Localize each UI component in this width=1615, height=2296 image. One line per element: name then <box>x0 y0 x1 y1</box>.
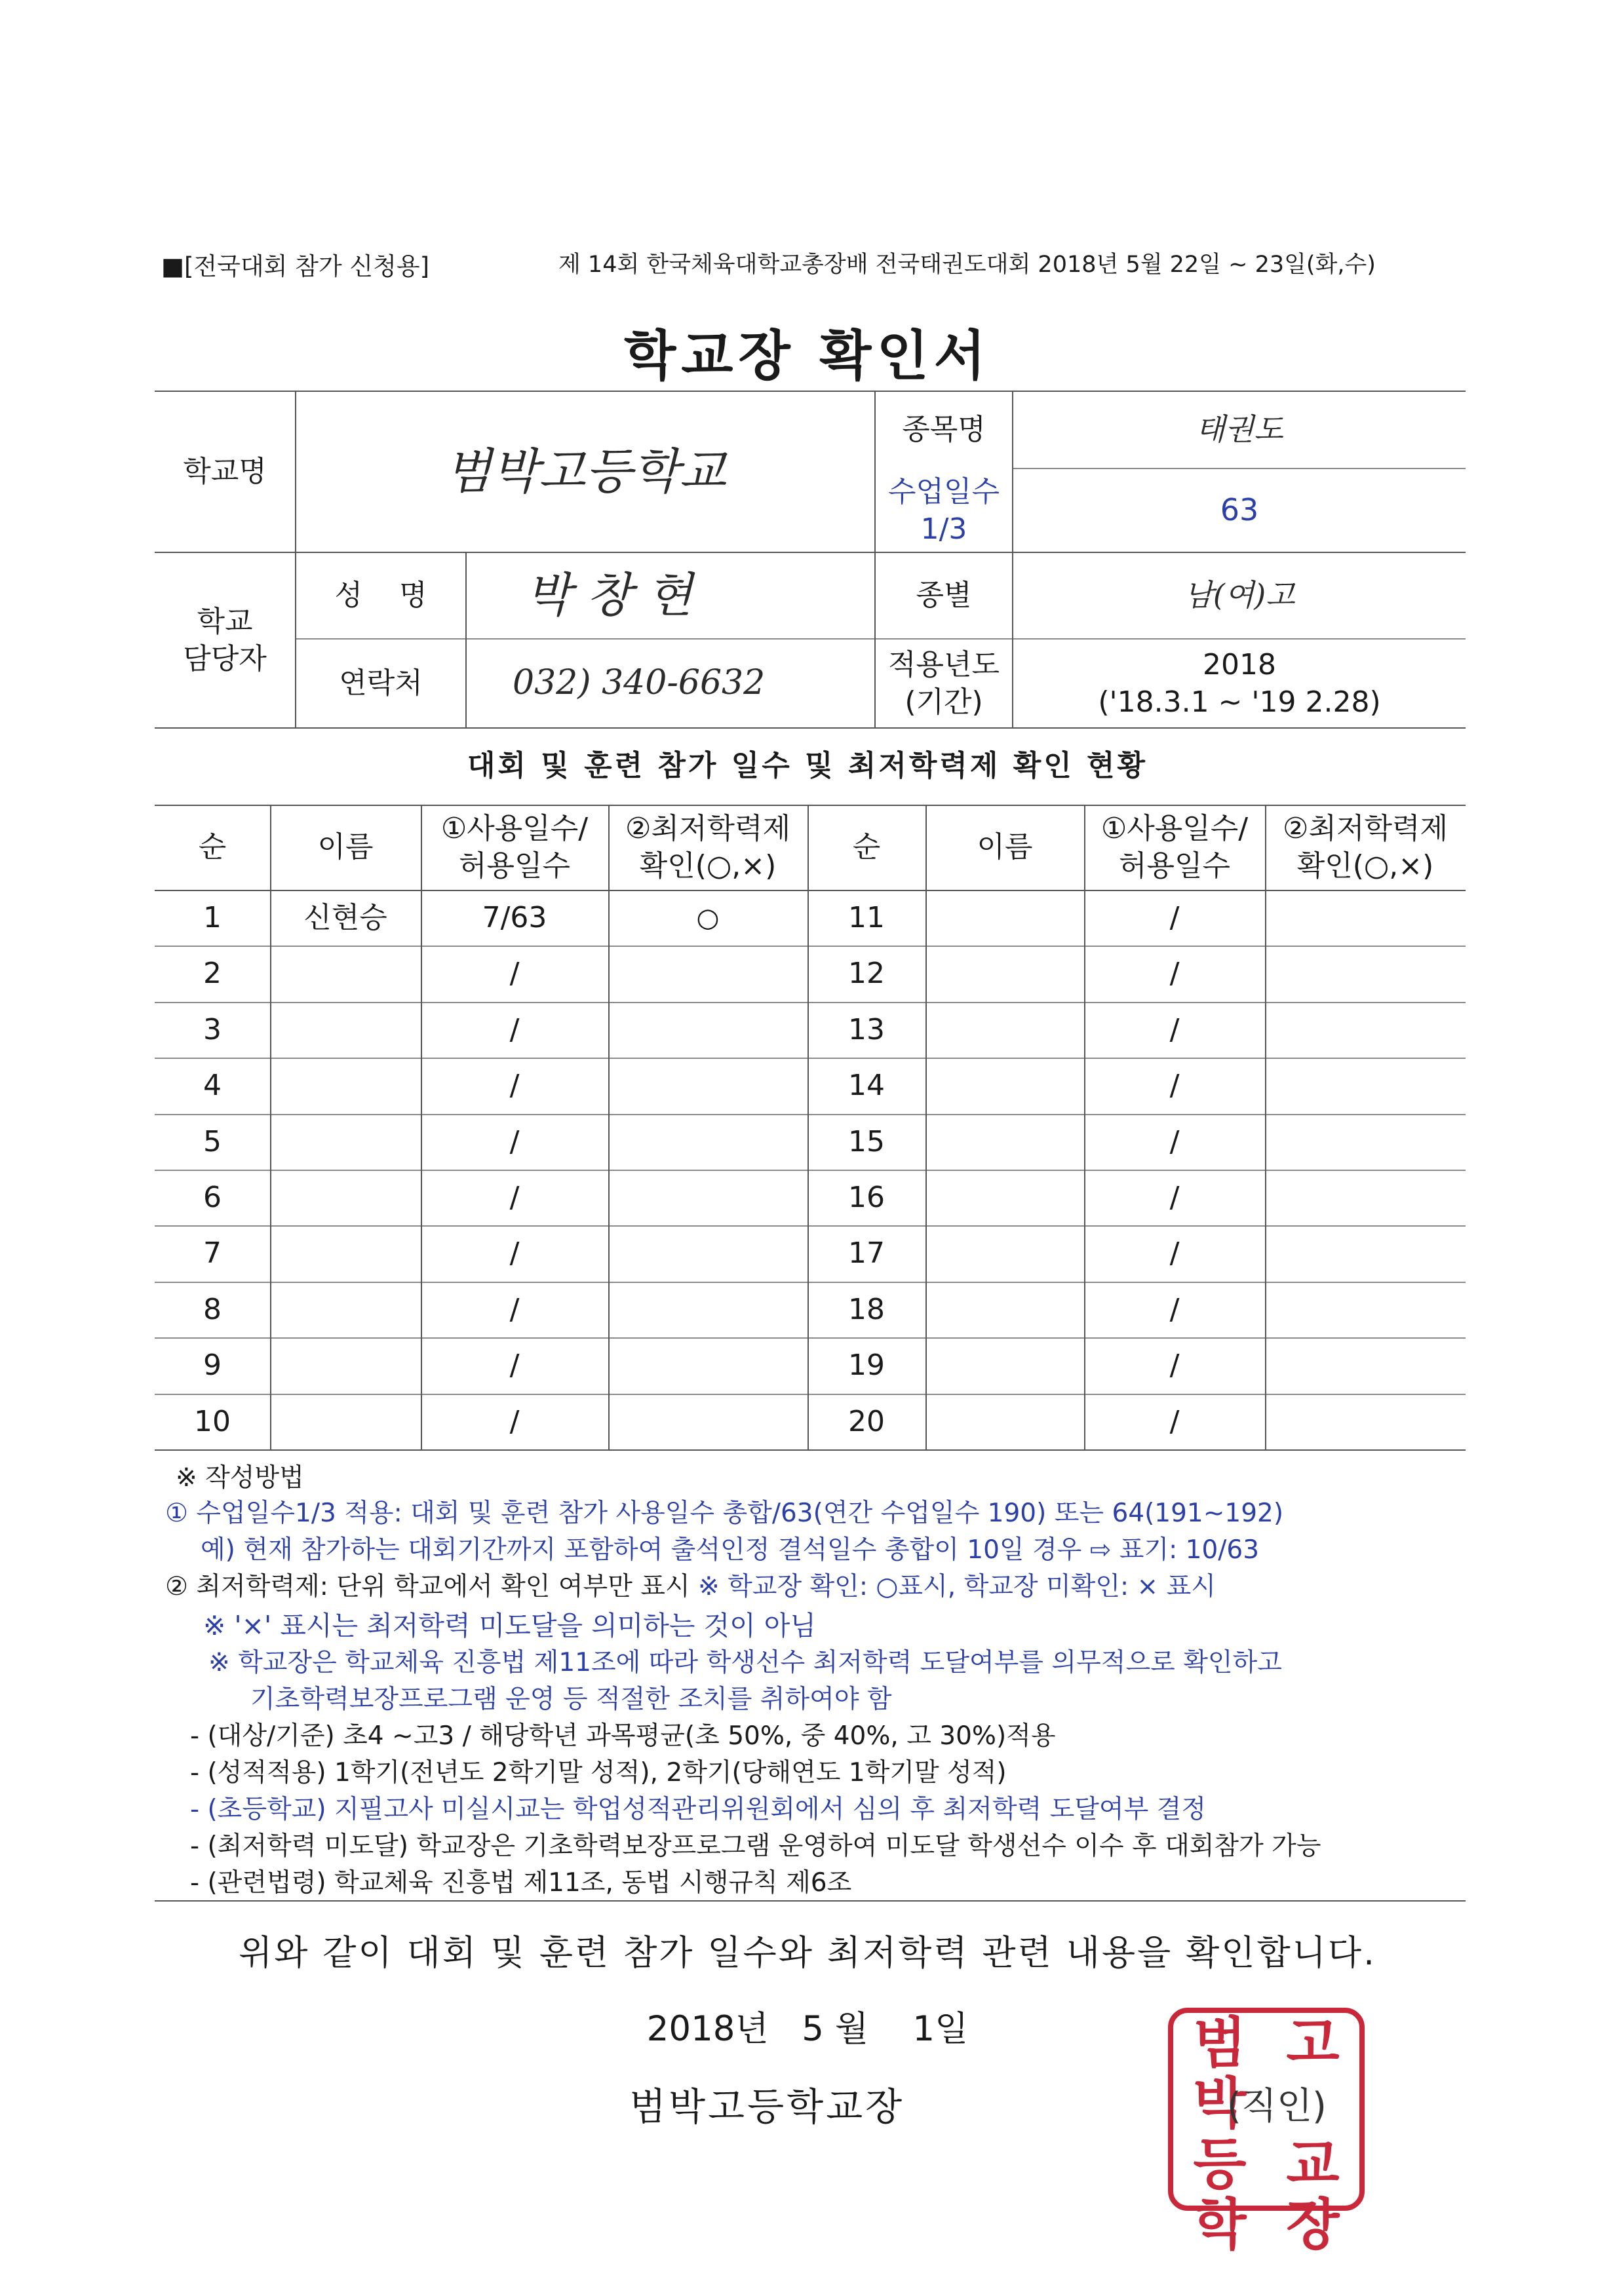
literacy-check-cell <box>608 1170 808 1225</box>
days-cell: / <box>509 1292 520 1326</box>
gender-value: 남(여)고 <box>1184 577 1295 613</box>
principal-name: 범박고등학교장 <box>629 2084 905 2129</box>
student-name-cell <box>925 1170 1084 1225</box>
days-cell: / <box>1169 1348 1180 1382</box>
student-name-cell <box>270 1225 421 1281</box>
table-header-cell: 순 <box>852 830 881 864</box>
seal-char: 교장 <box>1286 2132 1340 2257</box>
staff-name-value: 박 창 현 <box>526 567 693 623</box>
days-cell: / <box>1169 900 1180 934</box>
student-name-cell <box>270 1170 421 1225</box>
days-cell: / <box>509 1348 520 1382</box>
days-cell: / <box>509 1180 520 1214</box>
guide-item2-prefix: ② 최저학력제: 단위 학교에서 확인 여부만 표시 <box>165 1572 699 1601</box>
literacy-check-cell <box>608 1394 808 1449</box>
school-label: 학교명 <box>183 455 267 489</box>
guide-item2 <box>165 1571 1216 1603</box>
event-value: 태권도 <box>1196 411 1283 448</box>
days-cell: / <box>1169 1012 1180 1046</box>
literacy-check-cell <box>1265 946 1466 1001</box>
row-number-cell: 11 <box>848 900 885 934</box>
literacy-check-cell <box>1265 1114 1466 1170</box>
table-header-cell: ②최저학력제 확인(○,×) <box>1283 811 1448 883</box>
days-cell: / <box>1169 1236 1180 1270</box>
literacy-check-cell <box>1265 1337 1466 1393</box>
days-cell: / <box>1169 956 1180 990</box>
row-number-cell: 20 <box>848 1404 885 1438</box>
days-cell: / <box>509 1012 520 1046</box>
row-number-cell: 9 <box>203 1348 222 1382</box>
guide-note2-line2: 기초학력보장프로그램 운영 등 적절한 조치를 취하여야 함 <box>250 1685 892 1714</box>
seal-char: 범박 <box>1193 2011 1247 2136</box>
literacy-check-cell <box>1265 890 1466 946</box>
row-number-cell: 2 <box>203 956 222 990</box>
literacy-check-cell <box>608 1282 808 1337</box>
literacy-check-cell <box>1265 1002 1466 1058</box>
student-name-cell <box>925 1225 1084 1281</box>
table-header-cell: ①사용일수/ 허용일수 <box>440 811 589 883</box>
student-name-cell <box>925 1282 1084 1337</box>
guide-dash3: - (초등학교) 지필고사 미실시교는 학업성적관리위원회에서 심의 후 최저학력 도달여부 결정 <box>190 1795 1207 1824</box>
contact-label: 연락처 <box>339 666 423 700</box>
guide-heading: ※ 작성방법 <box>176 1463 304 1493</box>
literacy-check-cell <box>608 946 808 1001</box>
table-header-cell: 순 <box>198 830 227 864</box>
table-header-cell: 이름 <box>977 830 1033 864</box>
student-name-cell <box>270 1058 421 1113</box>
staff-label: 학교 담당자 <box>183 604 267 676</box>
literacy-check-cell <box>1265 1394 1466 1449</box>
row-number-cell: 15 <box>848 1124 885 1158</box>
year-label: 적용년도 (기간) <box>887 647 1000 719</box>
table-bottom-border <box>155 1449 1466 1451</box>
guide-note2-line1: ※ 학교장은 학교체육 진흥법 제11조에 따라 학생선수 최저학력 도달여부를 의무적으로 확인하고 <box>208 1648 1282 1677</box>
days-cell: / <box>509 1124 520 1158</box>
form-type-label: ■[전국대회 참가 신청용] <box>161 252 430 280</box>
row-number-cell: 10 <box>194 1404 231 1438</box>
student-name-cell <box>925 1114 1084 1170</box>
issue-date: 2018년 5 월 1일 <box>646 2009 969 2049</box>
literacy-check-cell <box>1265 1058 1466 1113</box>
student-name-cell <box>270 1394 421 1449</box>
literacy-check-cell <box>608 1114 808 1170</box>
row-number-cell: 13 <box>848 1012 885 1046</box>
gender-label: 종별 <box>916 579 972 613</box>
row-number-cell: 3 <box>203 1012 222 1046</box>
days-cell: / <box>509 1404 520 1438</box>
student-name-cell: 신현승 <box>303 900 387 934</box>
student-name-cell <box>925 890 1084 946</box>
guide-item1-line1: ① 수업일수1/3 적용: 대회 및 훈련 참가 사용일수 총합/63(연간 수업일수 190) 또는 64(191~192) <box>165 1499 1284 1528</box>
days-cell: / <box>509 956 520 990</box>
row-number-cell: 18 <box>848 1292 885 1326</box>
literacy-check-cell <box>1265 1170 1466 1225</box>
event-info: 제 14회 한국체육대학교총장배 전국태권도대회 2018년 5월 22일 ~ 23일(화,수) <box>558 252 1376 278</box>
literacy-check-cell <box>608 1002 808 1058</box>
row-number-cell: 12 <box>848 956 885 990</box>
literacy-check-cell <box>608 1058 808 1113</box>
guide-note1: ※ '×' 표시는 최저학력 미도달을 의미하는 것이 아님 <box>203 1610 816 1641</box>
row-number-cell: 14 <box>848 1068 885 1102</box>
confirmation-text: 위와 같이 대회 및 훈련 참가 일수와 최저학력 관련 내용을 확인합니다. <box>239 1933 1376 1973</box>
guide-dash2: - (성적적용) 1학기(전년도 2학기말 성적), 2학기(당해연도 1학기말 성적) <box>190 1758 1007 1788</box>
student-name-cell <box>270 1337 421 1393</box>
row-number-cell: 7 <box>203 1236 222 1270</box>
guide-bottom-border <box>155 1900 1466 1902</box>
stamp-label: (직인) <box>1227 2085 1327 2128</box>
table-header-cell: ①사용일수/ 허용일수 <box>1100 811 1249 883</box>
class-days-label: 수업일수 1/3 <box>887 474 1000 546</box>
student-name-cell <box>925 1058 1084 1113</box>
literacy-check-cell <box>608 1225 808 1281</box>
row-number-cell: 1 <box>203 900 222 934</box>
days-cell: / <box>1169 1180 1180 1214</box>
days-cell: 7/63 <box>482 900 547 934</box>
name-label: 성 명 <box>334 579 427 613</box>
student-name-cell <box>925 946 1084 1001</box>
school-value: 범박고등학교 <box>444 443 726 500</box>
row-number-cell: 8 <box>203 1292 222 1326</box>
row-number-cell: 4 <box>203 1068 222 1102</box>
year-value: 2018 ('18.3.1 ~ '19 2.28) <box>1098 647 1381 719</box>
class-days-value: 63 <box>1220 492 1259 528</box>
literacy-check-cell: ○ <box>696 902 720 933</box>
row-number-cell: 5 <box>203 1124 222 1158</box>
row-number-cell: 19 <box>848 1348 885 1382</box>
seal-char: 등학 <box>1193 2132 1247 2257</box>
contact-value: 032) 340-6632 <box>513 663 766 703</box>
info-bottom-border <box>155 727 1466 729</box>
document-title: 학교장 확인서 <box>624 325 991 387</box>
row-number-cell: 6 <box>203 1180 222 1214</box>
literacy-check-cell <box>1265 1225 1466 1281</box>
days-cell: / <box>1169 1292 1180 1326</box>
guide-item2-blue: ※ 학교장 확인: ○표시, 학교장 미확인: × 표시 <box>698 1572 1216 1601</box>
student-name-cell <box>925 1394 1084 1449</box>
event-label: 종목명 <box>902 413 986 447</box>
section-title: 대회 및 훈련 참가 일수 및 최저학력제 확인 현황 <box>467 749 1148 782</box>
days-cell: / <box>1169 1124 1180 1158</box>
student-name-cell <box>925 1337 1084 1393</box>
student-name-cell <box>270 1282 421 1337</box>
seal-char: 고 <box>1286 2011 1340 2075</box>
days-cell: / <box>1169 1068 1180 1102</box>
guide-dash1: - (대상/기준) 초4 ~고3 / 해당학년 과목평균(초 50%, 중 40%, 고 30%)적용 <box>190 1721 1056 1751</box>
guide-dash5: - (관련법령) 학교체육 진흥법 제11조, 동법 시행규칙 제6조 <box>190 1868 852 1898</box>
days-cell: / <box>509 1068 520 1102</box>
guide-dash4: - (최저학력 미도달) 학교장은 기초학력보장프로그램 운영하여 미도달 학생선수 이수 후 대회참가 가능 <box>190 1831 1321 1861</box>
days-cell: / <box>509 1236 520 1270</box>
literacy-check-cell <box>1265 1282 1466 1337</box>
row-number-cell: 17 <box>848 1236 885 1270</box>
student-name-cell <box>270 946 421 1001</box>
student-name-cell <box>270 1002 421 1058</box>
row-number-cell: 16 <box>848 1180 885 1214</box>
student-name-cell <box>925 1002 1084 1058</box>
guide-item1-line2: 예) 현재 참가하는 대회기간까지 포함하여 출석인정 결석일수 총합이 10일 경우 ⇨ 표기: 10/63 <box>201 1535 1260 1565</box>
table-header-cell: ②최저학력제 확인(○,×) <box>625 811 790 883</box>
student-name-cell <box>270 1114 421 1170</box>
table-header-cell: 이름 <box>317 830 374 864</box>
literacy-check-cell <box>608 1337 808 1393</box>
days-cell: / <box>1169 1404 1180 1438</box>
